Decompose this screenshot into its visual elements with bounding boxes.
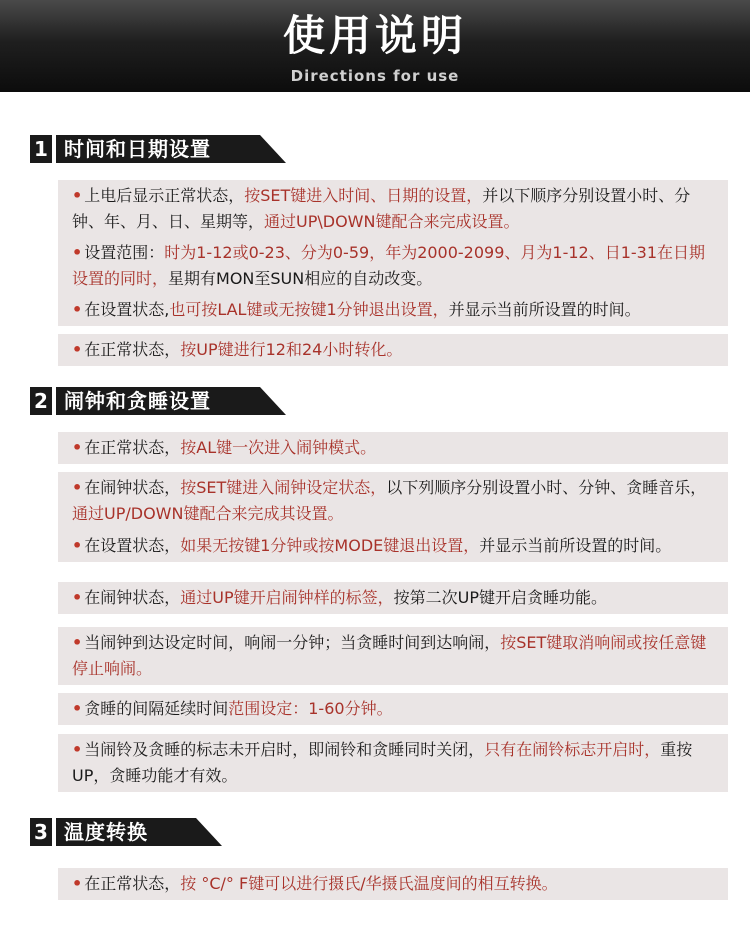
section-title: 闹钟和贪睡设置 (56, 387, 260, 415)
section-title: 时间和日期设置 (56, 135, 260, 163)
section-number: 2 (30, 387, 52, 415)
list-item: • 当闹铃及贪睡的标志未开启时，即闹铃和贪睡同时关闭，只有在闹铃标志开启时，重按UP，贪睡功能才有效。 (58, 734, 728, 792)
list-item: • 上电后显示正常状态，按SET键进入时间、日期的设置，并以下顺序分别设置小时、分钟、年、月、日、星期等，通过UP\DOWN键配合来完成设置。 (58, 180, 728, 238)
page-title: 使用说明 (282, 11, 467, 60)
bullet-icon: • (72, 874, 83, 893)
section-number: 3 (30, 818, 52, 846)
list-item: • 设置范围：时为1-12或0-23、分为0-59，年为2000-2099、月为1-12、日1-31在日期设置的同时，星期有MON至SUN相应的自动改变。 (58, 237, 728, 295)
bullet-icon: • (72, 536, 83, 555)
bullet-icon: • (72, 478, 83, 497)
bullet-icon: • (72, 438, 83, 457)
list-item: • 贪睡的间隔延续时间范围设定：1-60分钟。 (58, 693, 728, 725)
bullet-icon: • (72, 633, 83, 652)
bullet-icon: • (72, 186, 83, 205)
list-item: • 当闹钟到达设定时间，响闹一分钟；当贪睡时间到达响闹，按SET键取消响闹或按任意键停止响闹。 (58, 627, 728, 685)
bullet-icon: • (72, 699, 83, 718)
header-banner (0, 0, 750, 92)
bullet-icon: • (72, 243, 83, 262)
list-item: • 在正常状态，按UP键进行12和24小时转化。 (58, 334, 728, 366)
list-item: • 在正常状态，按AL键一次进入闹钟模式。 (58, 432, 728, 464)
section-title: 温度转换 (56, 818, 196, 846)
list-item: • 在闹钟状态，通过UP键开启闹钟样的标签，按第二次UP键开启贪睡功能。 (58, 582, 728, 614)
bullet-icon: • (72, 300, 83, 319)
list-item: • 在设置状态，如果无按键1分钟或按MODE键退出设置，并显示当前所设置的时间。 (58, 530, 728, 562)
section-number: 1 (30, 135, 52, 163)
bullet-icon: • (72, 340, 83, 359)
bullet-icon: • (72, 588, 83, 607)
bullet-icon: • (72, 740, 83, 759)
list-item: • 在设置状态,也可按LAL键或无按键1分钟退出设置，并显示当前所设置的时间。 (58, 294, 728, 326)
page-subtitle: Directions for use (290, 67, 460, 85)
list-item: • 在正常状态，按 °C/° F键可以进行摄氏/华摄氏温度间的相互转换。 (58, 868, 728, 900)
list-item: • 在闹钟状态，按SET键进入闹钟设定状态，以下列顺序分别设置小时、分钟、贪睡音乐，通过UP/DOWN键配合来完成其设置。 (58, 472, 728, 530)
